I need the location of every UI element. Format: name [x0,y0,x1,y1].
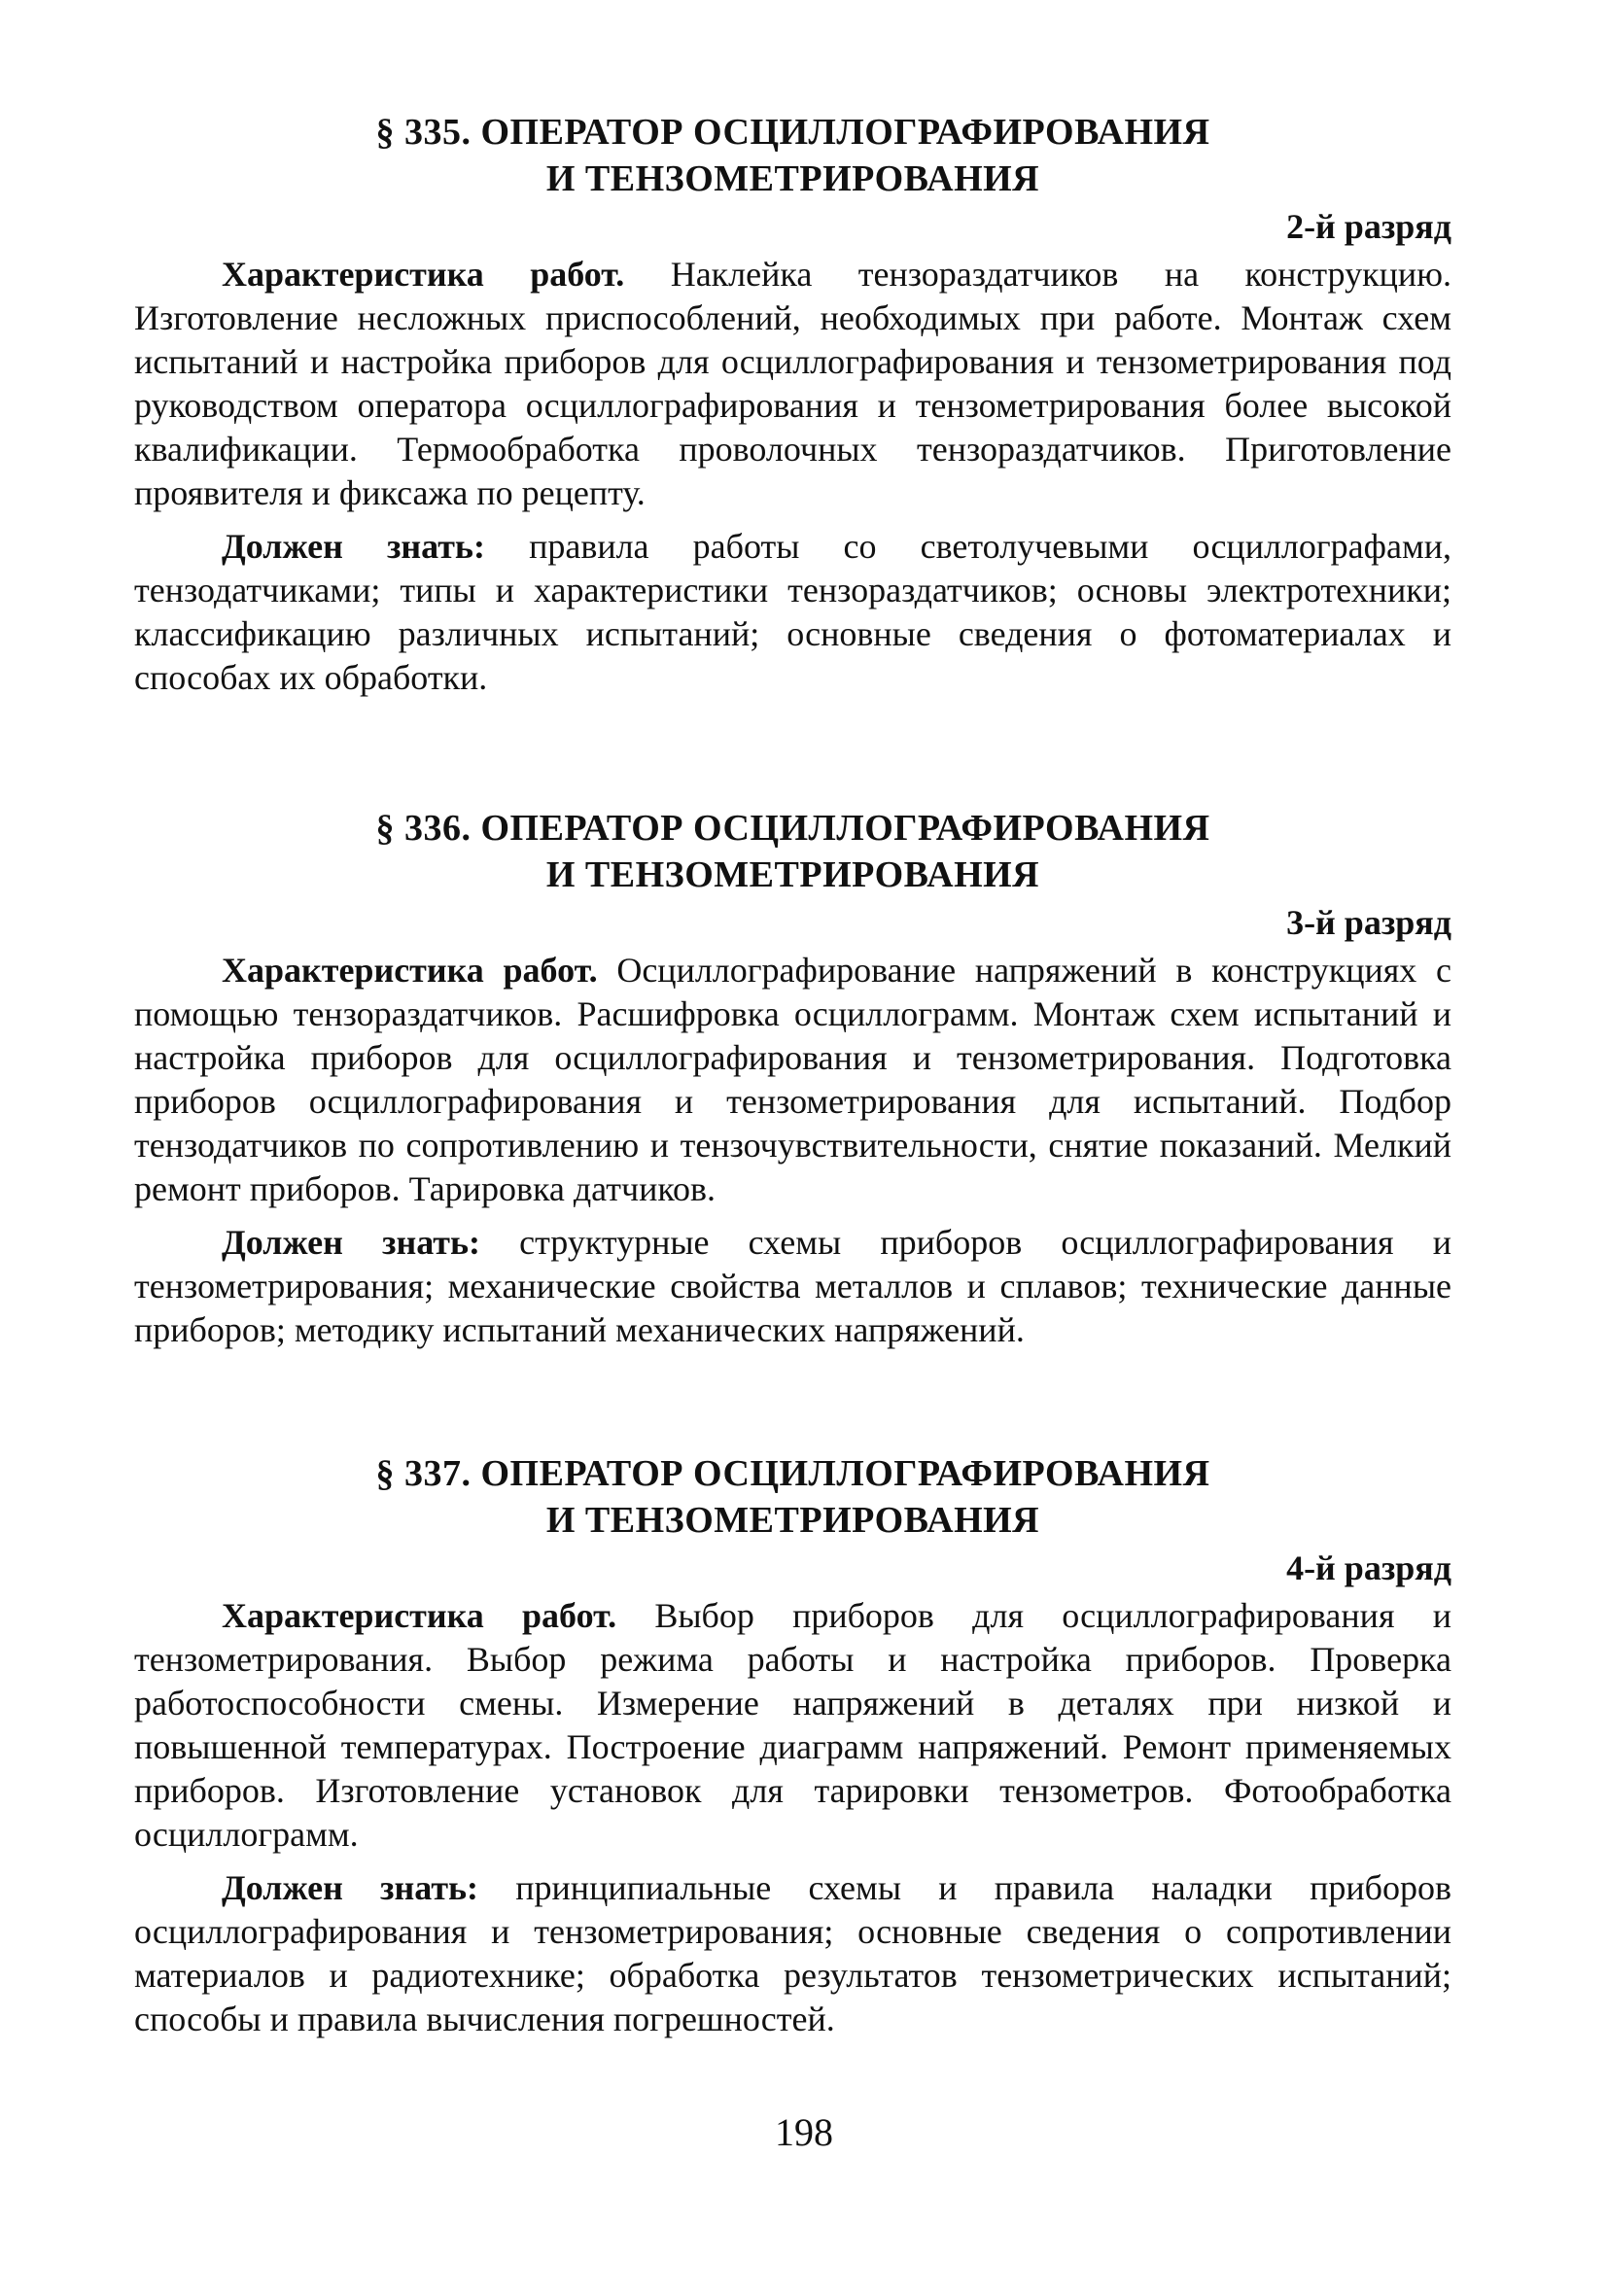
must-know-paragraph [134,525,1451,700]
work-characteristics-paragraph [134,253,1451,515]
section-337 [134,1450,1451,2041]
must-know-text: структурные схемы приборов осциллографирования и тензометрирования; механические свойства металлов и сплавов; технические данные приборов; методику испытаний механических напряжений. [134,1223,1452,1349]
grade-label: 4-й разряд [1286,1548,1451,1587]
work-characteristics-label: Характеристика работ. [222,255,625,294]
must-know-paragraph [134,1866,1451,2041]
section-heading [134,109,1451,202]
section-335 [134,109,1451,700]
grade-label: 2-й разряд [1286,207,1451,246]
must-know-label: Должен знать: [222,1868,479,1907]
work-characteristics-label: Характеристика работ. [222,951,598,990]
section-heading [134,805,1451,898]
section-336 [134,805,1451,1352]
must-know-paragraph [134,1221,1451,1352]
grade-label: 3-й разряд [1286,903,1451,942]
section-heading-line-1: § 337. ОПЕРАТОР ОСЦИЛЛОГРАФИРОВАНИЯ [375,1453,1210,1494]
work-characteristics-text: Наклейка тензораздатчиков на конструкцию. Изготовление несложных приспособлений, необходимых при работе. Монтаж схем испытаний и настройка приборов для осциллографирования и тензометрирования под руководством оператора осциллографирования и тензометрирования более высокой квалификации. Термообработка проволочных тензораздатчиков. Приготовление проявителя и фиксажа по рецепту. [134,255,1452,512]
section-heading-line-2: И ТЕНЗОМЕТРИРОВАНИЯ [545,854,1040,895]
work-characteristics-text: Выбор приборов для осциллографирования и тензометрирования. Выбор режима работы и настройка приборов. Проверка работоспособности смены. Измерение напряжений в деталях при низкой и повышенной температурах. Построение диаграмм напряжений. Ремонт применяемых приборов. Изготовление установок для тарировки тензометров. Фотообработка осциллограмм. [134,1596,1452,1854]
must-know-text: правила работы со светолучевыми осциллографами, тензодатчиками; типы и характеристики тензораздатчиков; основы электротехники; классификацию различных испытаний; основные сведения о фотоматериалах и способах их обработки. [134,527,1451,697]
work-characteristics-paragraph [134,949,1451,1211]
work-characteristics-paragraph [134,1594,1451,1857]
must-know-label: Должен знать: [222,1223,480,1262]
must-know-text: принципиальные схемы и правила наладки приборов осциллографирования и тензометрирования; основные сведения о сопротивлении материалов и радиотехнике; обработка результатов тензометрических испытаний; способы и правила вычисления погрешностей. [134,1868,1451,2038]
section-heading-line-1: § 335. ОПЕРАТОР ОСЦИЛЛОГРАФИРОВАНИЯ [375,112,1210,153]
section-heading-line-2: И ТЕНЗОМЕТРИРОВАНИЯ [545,158,1040,199]
page-number: 198 [775,2110,833,2154]
work-characteristics-text: Осциллографирование напряжений в конструкциях с помощью тензораздатчиков. Расшифровка осциллограмм. Монтаж схем испытаний и настройка приборов для осциллографирования и тензометрирования. Подготовка приборов осциллографирования и тензометрирования для испытаний. Подбор тензодатчиков по сопротивлению и тензочувствительности, снятие показаний. Мелкий ремонт приборов. Тарировка датчиков. [134,951,1451,1208]
work-characteristics-label: Характеристика работ. [222,1596,617,1635]
section-heading [134,1450,1451,1544]
must-know-label: Должен знать: [222,527,485,566]
section-heading-line-2: И ТЕНЗОМЕТРИРОВАНИЯ [545,1500,1040,1541]
section-heading-line-1: § 336. ОПЕРАТОР ОСЦИЛЛОГРАФИРОВАНИЯ [375,808,1210,849]
